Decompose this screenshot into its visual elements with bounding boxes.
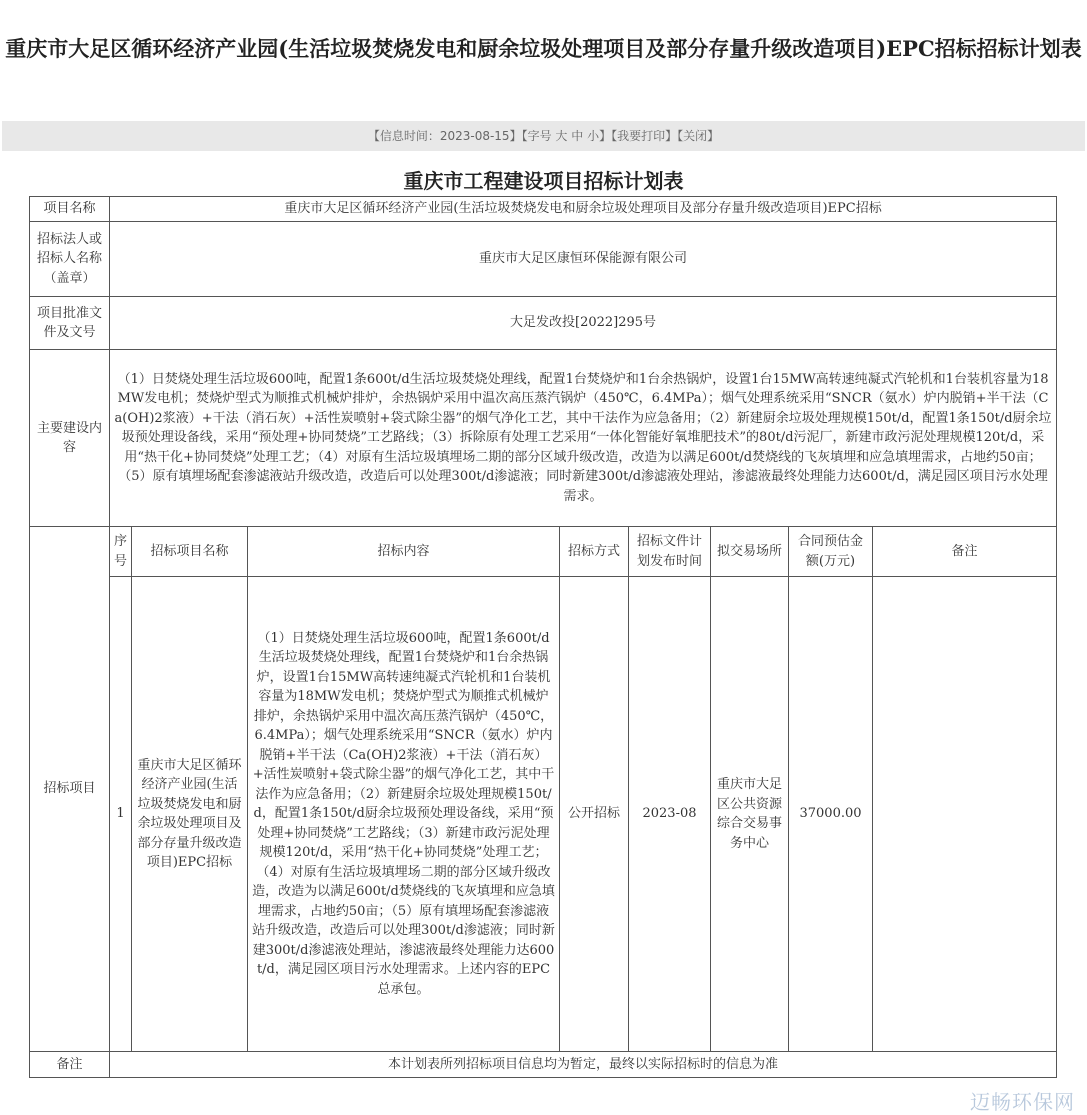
project-name-row <box>30 197 1057 222</box>
project-name-value: 重庆市大足区循环经济产业园(生活垃圾焚烧发电和厨余垃圾处理项目及部分存量升级改造项目)EPC招标 <box>110 197 1057 222</box>
info-time: 【信息时间：2023-08-15】 <box>367 129 522 143</box>
page-title: 重庆市大足区循环经济产业园(生活垃圾焚烧发电和厨余垃圾处理项目及部分存量升级改造项目)EPC招标招标计划表 <box>5 36 1082 61</box>
construction-content-label: 主要建设内容 <box>30 350 110 527</box>
approval-value: 大足发改投[2022]295号 <box>110 297 1057 350</box>
header-method: 招标方式 <box>560 527 629 577</box>
row-method: 公开招标 <box>560 577 629 1052</box>
table-row <box>30 577 1057 1052</box>
tender-plan-table <box>29 196 1057 1078</box>
tender-project-label: 招标项目 <box>30 527 110 1052</box>
row-seq: 1 <box>110 577 132 1052</box>
remark-row <box>30 1052 1057 1078</box>
header-name: 招标项目名称 <box>132 527 248 577</box>
header-publish-time: 招标文件计划发布时间 <box>629 527 711 577</box>
font-size-prefix: 【字号 <box>521 129 552 143</box>
tenderer-row <box>30 222 1057 297</box>
tenderer-label: 招标法人或招标人名称（盖章） <box>30 222 110 297</box>
construction-content-row <box>30 350 1057 527</box>
tender-header-row <box>30 527 1057 577</box>
close-link[interactable]: 【关闭】 <box>677 129 720 143</box>
watermark: 迈畅环保网 <box>970 1090 1075 1114</box>
header-amount: 合同预估金额(万元) <box>789 527 873 577</box>
font-size-small-link[interactable]: 小 <box>587 129 600 143</box>
document-title: 重庆市工程建设项目招标计划表 <box>403 169 684 193</box>
header-remark: 备注 <box>873 527 1057 577</box>
font-size-suffix: 】 <box>599 129 612 143</box>
approval-label: 项目批准文件及文号 <box>30 297 110 350</box>
header-venue: 拟交易场所 <box>711 527 789 577</box>
row-name: 重庆市大足区循环经济产业园(生活垃圾焚烧发电和厨余垃圾处理项目及部分存量升级改造项目)EPC招标 <box>132 577 248 1052</box>
info-bar <box>2 121 1085 151</box>
row-amount: 37000.00 <box>789 577 873 1052</box>
header-scope: 招标内容 <box>248 527 560 577</box>
row-scope: （1）日焚烧处理生活垃圾600吨，配置1条600t/d生活垃圾焚烧处理线，配置1台焚烧炉和1台余热锅炉，设置1台15MW高转速纯凝式汽轮机和1台装机容量为18MW发电机；焚烧炉型式为顺推式机械炉排炉，余热锅炉采用中温次高压蒸汽锅炉（450℃，6.4MPa）；烟气处理系统采用“SNCR（氨水）炉内脱销+半干法（Ca(OH)2浆液）+干法（消石灰）+活性炭喷射+袋式除尘器”的烟气净化工艺，其中干法作为应急备用；（2）新建厨余垃圾处理规模150t/d，配置1条150t/d厨余垃圾预处理设备线，采用“预处理+协同焚烧”工艺路线；（3）新建市政污泥处理规模120t/d，采用“热干化+协同焚烧”处理工艺；（4）对原有生活垃圾填埋场二期的部分区域升级改造，改造为以满足600t/d焚烧线的飞灰填埋和应急填埋需求，占地约50亩；（5）原有填埋场配套渗滤液站升级改造，改造后可以处理300t/d渗滤液；同时新建300t/d渗滤液处理站，渗滤液最终处理能力达600t/d，满足园区项目污水处理需求。上述内容的EPC总承包。 <box>248 577 560 1052</box>
font-size-medium-link[interactable]: 中 <box>571 129 584 143</box>
construction-content-value: （1）日焚烧处理生活垃圾600吨，配置1条600t/d生活垃圾焚烧处理线，配置1台焚烧炉和1台余热锅炉，设置1台15MW高转速纯凝式汽轮机和1台装机容量为18MW发电机；焚烧炉型式为顺推式机械炉排炉，余热锅炉采用中温次高压蒸汽锅炉（450℃，6.4MPa）；烟气处理系统采用“SNCR（氨水）炉内脱销+半干法（Ca(OH)2浆液）+干法（消石灰）+活性炭喷射+袋式除尘器”的烟气净化工艺，其中干法作为应急备用；（2）新建厨余垃圾处理规模150t/d，配置1条150t/d厨余垃圾预处理设备线，采用“预处理+协同焚烧”工艺路线；（3）拆除原有处理工艺采用“一体化智能好氧堆肥技术”的80t/d污泥厂，新建市政污泥处理规模120t/d，采用“热干化+协同焚烧”处理工艺；（4）对原有生活垃圾填埋场二期的部分区域升级改造，改造为以满足600t/d焚烧线的飞灰填埋和应急填埋需求，占地约50亩；（5）原有填埋场配套渗滤液站升级改造，改造后可以处理300t/d渗滤液；同时新建300t/d渗滤液处理站，渗滤液最终处理能力达600t/d，满足园区项目污水处理需求。 <box>110 350 1057 527</box>
remark-label: 备注 <box>30 1052 110 1078</box>
remark-value: 本计划表所列招标项目信息均为暂定，最终以实际招标时的信息为准 <box>110 1052 1057 1078</box>
tenderer-value: 重庆市大足区康恒环保能源有限公司 <box>110 222 1057 297</box>
row-remark <box>873 577 1057 1052</box>
print-link[interactable]: 【我要打印】 <box>611 129 678 143</box>
project-name-label: 项目名称 <box>30 197 110 222</box>
header-seq: 序号 <box>110 527 132 577</box>
row-publish-time: 2023-08 <box>629 577 711 1052</box>
row-venue: 重庆市大足区公共资源综合交易事务中心 <box>711 577 789 1052</box>
approval-row <box>30 297 1057 350</box>
font-size-large-link[interactable]: 大 <box>555 129 568 143</box>
